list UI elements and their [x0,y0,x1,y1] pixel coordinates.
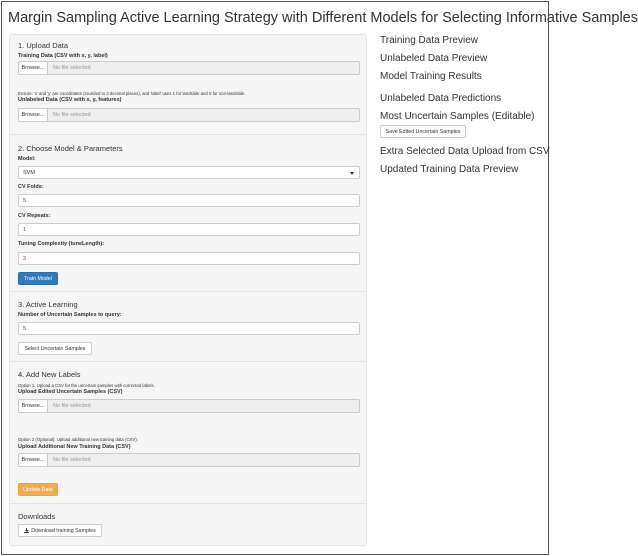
training-file-input[interactable] [18,61,360,75]
edited-samples-label: Upload Edited Uncertain Samples (CSV) [18,389,123,395]
unlabeled-file-input[interactable] [18,108,360,122]
extra-upload-title: Extra Selected Data Upload from CSV [380,146,550,157]
active-learning-section-title: 3. Active Learning [18,300,78,309]
additional-browse-button[interactable]: Browse... [18,453,48,467]
edited-browse-button[interactable]: Browse... [18,399,48,413]
select-uncertain-button[interactable]: Select Uncertain Samples [18,342,92,355]
num-samples-input[interactable]: 5 [18,322,360,335]
num-samples-label: Number of Uncertain Samples to query: [18,312,122,318]
cv-folds-label: CV Folds: [18,184,44,190]
downloads-section-title: Downloads [18,512,56,521]
unlabeled-browse-button[interactable]: Browse... [18,108,48,122]
option2-note: Option 2 (Optional): Upload additional new training data (CSV). [18,437,138,442]
option1-note: Option 1. Upload a CSV for the uncertain samples with corrected labels. [18,383,155,388]
model-section-title: 2. Choose Model & Parameters [18,144,123,153]
download-training-label: Download training Samples [31,527,96,534]
divider [10,503,366,504]
add-labels-section-title: 4. Add New Labels [18,370,81,379]
chevron-down-icon [350,172,354,175]
unlabeled-file-name: No file selected [48,108,360,122]
model-select-value: SVM [23,169,35,176]
unlabeled-data-label: Unlabeled Data (CSV with x, y, features) [18,97,122,103]
unlabeled-predictions-title: Unlabeled Data Predictions [380,93,502,104]
page-title: Margin Sampling Active Learning Strategy with Different Models for Selecting Informative Samples [8,10,638,26]
train-model-button[interactable]: Train Model [18,272,58,285]
divider [10,134,366,135]
tuning-input[interactable]: 3 [18,252,360,265]
model-results-title: Model Training Results [380,71,482,82]
sidebar-panel [9,34,367,546]
update-data-button[interactable]: Update Data [18,483,58,496]
training-file-name: No file selected [48,61,360,75]
model-select[interactable] [18,166,360,179]
additional-file-name: No file selected [48,453,360,467]
edited-file-name: No file selected [48,399,360,413]
divider [10,291,366,292]
cv-repeats-label: CV Repeats: [18,213,51,219]
most-uncertain-title: Most Uncertain Samples (Editable) [380,111,535,122]
upload-section-title: 1. Upload Data [18,41,69,50]
divider [10,361,366,362]
coordinates-note: Ensure: 'x' and 'y' are coordinates (rounded to 3 decimal places), and 'label' uses 1 for landslide and 0 for non-landslide. [18,91,246,96]
tuning-label: Tuning Complexity (tuneLength): [18,241,105,247]
additional-file-input[interactable] [18,453,360,467]
download-training-button[interactable] [18,524,102,537]
training-data-label: Training Data (CSV with x, y, label) [18,53,108,59]
additional-data-label: Upload Additional New Training Data (CSV) [18,444,131,450]
unlabeled-data-preview-title: Unlabeled Data Preview [380,53,488,64]
model-label: Model: [18,156,36,162]
updated-preview-title: Updated Training Data Preview [380,164,519,175]
save-edited-button[interactable]: Save Edited Uncertain Samples [380,125,466,138]
training-data-preview-title: Training Data Preview [380,35,479,46]
training-browse-button[interactable]: Browse... [18,61,48,75]
download-icon [24,528,29,533]
cv-folds-input[interactable]: 5 [18,194,360,207]
cv-repeats-input[interactable]: 1 [18,223,360,236]
edited-file-input[interactable] [18,399,360,413]
